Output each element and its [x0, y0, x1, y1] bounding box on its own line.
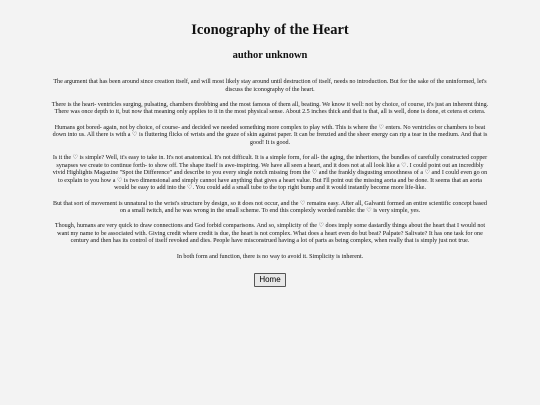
paragraph-3: Humans got bored- again, not by choice, of course- and decided we needed something more complex to play with. This is where the ♡ enters. No ventricles or chambers to beat down into us. All there is with a ♡ is fluttering flicks of wrists and the graze of skin against paper. It can be frenzied and the sheer energy can rip a tear in the medium. And that is good! It is good. [52, 124, 488, 146]
paragraph-6: Though, humans are very quick to draw connections and God forbid comparisons. And so, simplicity of the ♡ does imply some dastardly things about the heart that I would not want my name to be associated with. Giving credit where credit is due, the heart is not complex. What does a heart even do but beat? Palpate? Salivate? It has one task for one century and then has its control of itself revoked and dies. People have misconstrued having a lot of parts as being complex, when really that is simply just not true. [54, 223, 486, 245]
essay-body [50, 79, 490, 261]
paragraph-5: But that sort of movement is unnatural to the wrist's structure by design, so it does not occur, and the ♡ remains easy. After all, Galvanti formed an entire scientific concept based on a small twitch, and he was wrong in the small scheme. To end this complexly worded ramble: the ♡ is very simple, yes. [53, 200, 487, 215]
page-title: Iconography of the Heart [191, 22, 349, 38]
home-button-wrap [50, 269, 490, 287]
paragraph-1: The argument that has been around since creation itself, and will most likely stay around until destruction of itself, needs no introduction. But for the sake of the uninformed, let's discuss the iconography of the heart. [53, 79, 487, 93]
home-button[interactable]: Home [254, 273, 285, 287]
paragraph-7: In both form and function, there is no way to avoid it. Simplicity is inherent. [176, 253, 364, 260]
author-line: author unknown [232, 50, 308, 61]
paragraph-4: Is it the ♡ is simple? Well, it's easy to take in. It's not anatomical. It's not difficult. It is a simple form, for all- the aging, the inheritors, the bundles of carefully constructed copper synapses we create to continue forth- to show off. The shape itself is awe-inspiring. We have all seen a heart, and it does not at all look like a ♡. I could point out an incredibly vivid Highlights Magazine "Spot the Difference" and describe to you every single notch missing from the ♡ and the frankly disgusting smoothness of a ♡ and I could even go on to explain to you how a ♡ is two dimensional and simply cannot have anything that gives a heart value. But I'll point out the missing aorta and be done. It seems that an aorta would be easy to add into the ♡. You could add a small tube to the top right bump and it would instantly become more life-like. [52, 154, 488, 192]
paragraph-2: There is the heart- ventricles surging, pulsating, chambers throbbing and the most famous of them all, beating. We know it well: not by choice, of course, it's just an inherent thing. There was once depth to it, but now that meaning only applies to it in the most physical sense. About 2.5 inches thick and that is that, all is well, done is done, et cetera et cetera. [51, 101, 489, 116]
